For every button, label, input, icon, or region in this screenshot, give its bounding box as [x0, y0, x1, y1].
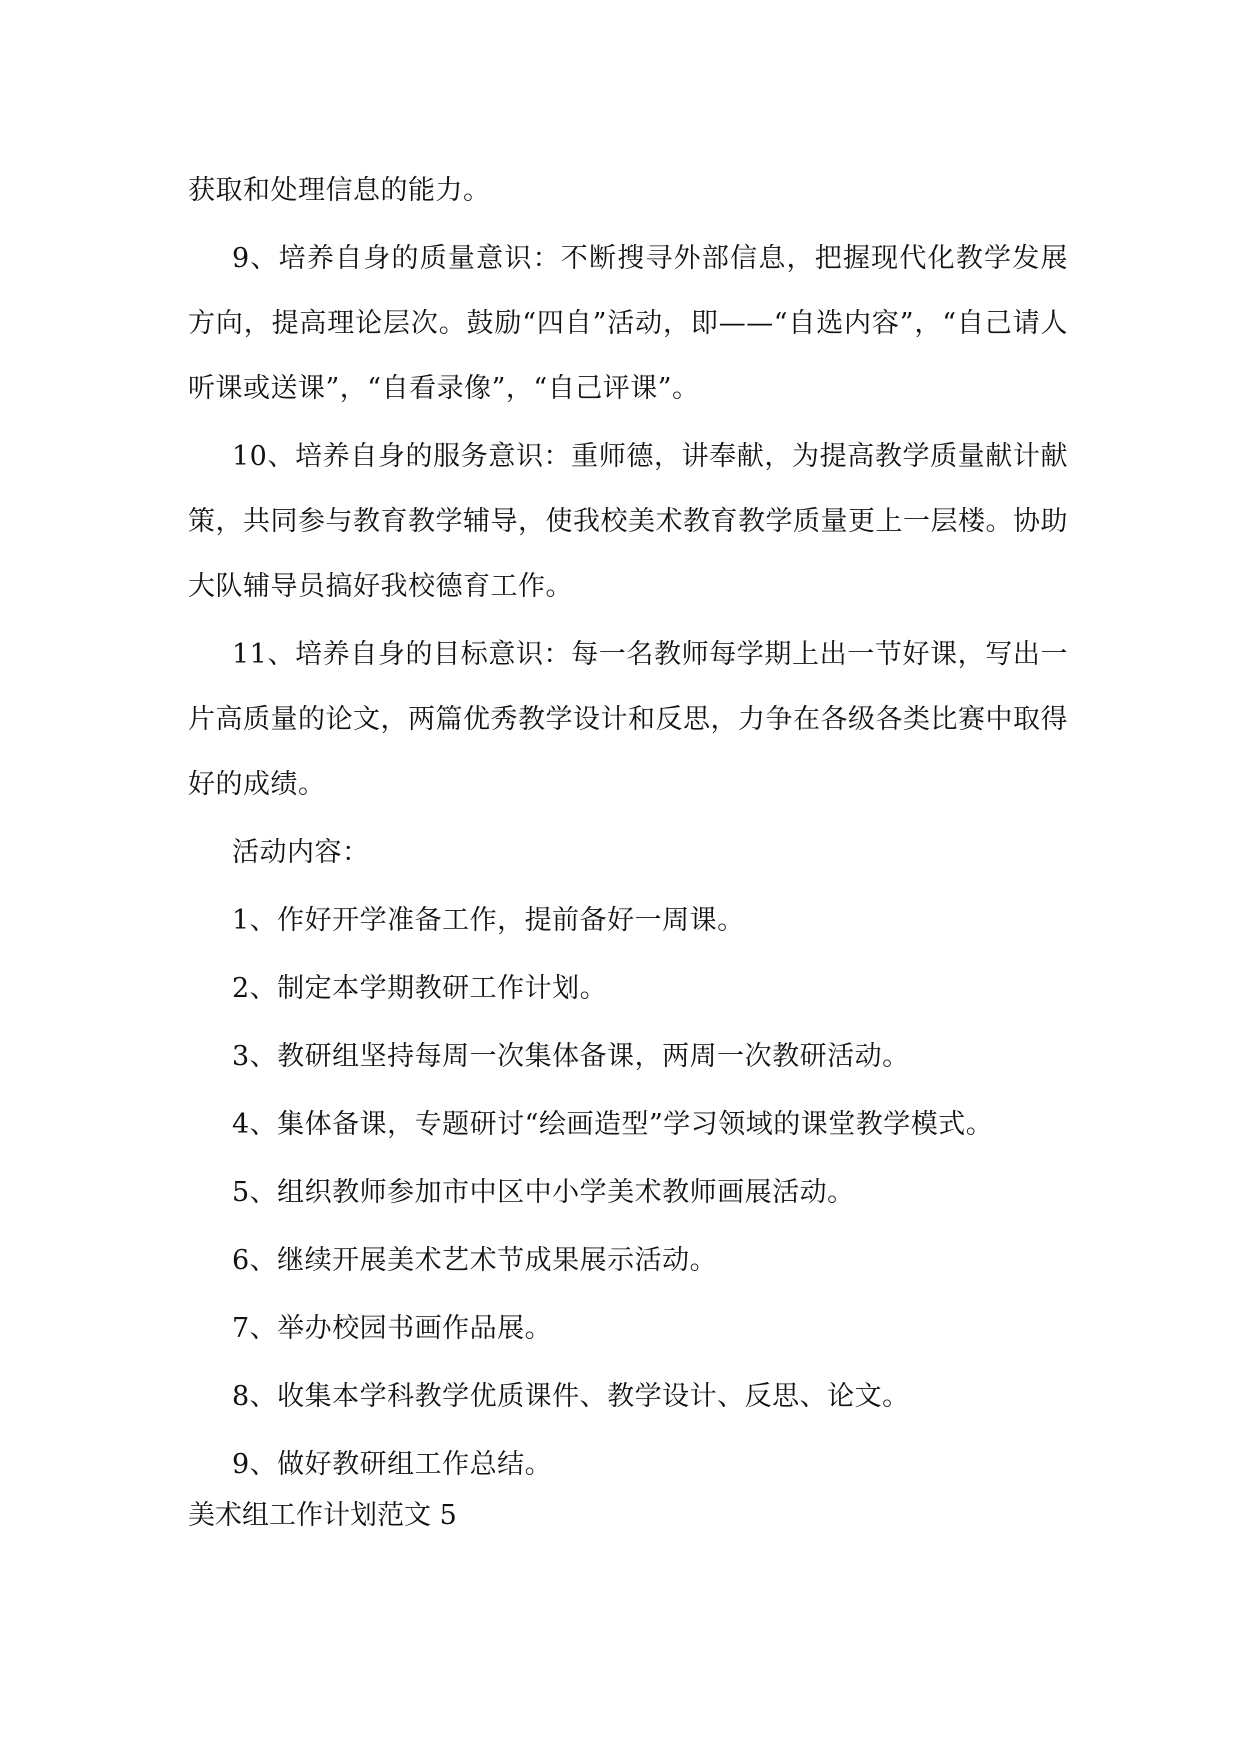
paragraph-9: 5、组织教师参加市中区中小学美术教师画展活动。 — [232, 1177, 855, 1208]
section-title: 美术组工作计划范文 5 — [188, 1500, 457, 1531]
paragraph-10: 6、继续开展美术艺术节成果展示活动。 — [232, 1245, 718, 1276]
paragraph-3: 11、培养自身的目标意识：每一名教师每学期上出一节好课，写出一片高质量的论文，两篇优秀教学设计和反思，力争在各级各类比赛中取得好的成绩。 — [188, 639, 1068, 800]
paragraph-12: 8、收集本学科教学优质课件、教学设计、反思、论文。 — [232, 1381, 910, 1412]
paragraph-11: 7、举办校园书画作品展。 — [232, 1313, 553, 1344]
body-text — [188, 158, 1068, 1500]
paragraph-7: 3、教研组坚持每周一次集体备课，两周一次教研活动。 — [232, 1041, 910, 1072]
paragraph-6: 2、制定本学期教研工作计划。 — [232, 973, 608, 1004]
paragraph-5: 1、作好开学准备工作，提前备好一周课。 — [232, 905, 745, 936]
paragraph-2: 10、培养自身的服务意识：重师德，讲奉献，为提高教学质量献计献策，共同参与教育教学辅导，使我校美术教育教学质量更上一层楼。协助大队辅导员搞好我校德育工作。 — [188, 441, 1068, 602]
paragraph-8: 4、集体备课，专题研讨“绘画造型”学习领域的课堂教学模式。 — [232, 1109, 994, 1140]
paragraph-4: 活动内容： — [232, 837, 370, 868]
paragraph-13: 9、做好教研组工作总结。 — [232, 1449, 553, 1480]
paragraph-0: 获取和处理信息的能力。 — [188, 175, 491, 206]
paragraph-1: 9、培养自身的质量意识：不断搜寻外部信息，把握现代化教学发展方向，提高理论层次。鼓励“四自”活动，即——“自选内容”，“自己请人听课或送课”，“自看录像”，“自己评课”。 — [188, 243, 1068, 404]
